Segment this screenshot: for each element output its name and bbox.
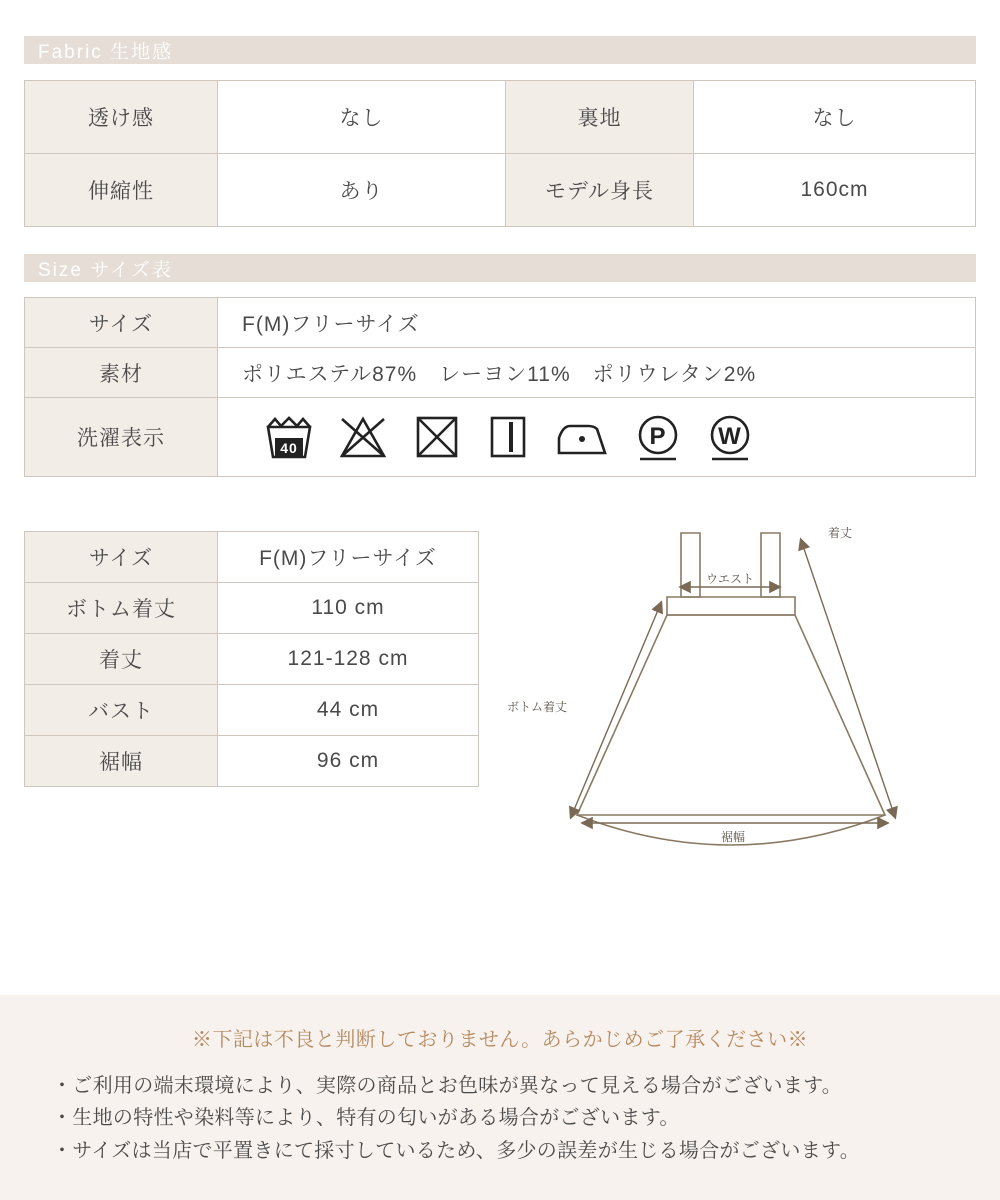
diagram-hem-width-label: 裾幅 bbox=[720, 830, 746, 844]
iron-low-icon bbox=[554, 413, 610, 461]
measure-total-length-value: 121-128 cm bbox=[218, 634, 479, 685]
list-item: ・サイズは当店で平置きにて採寸しているため、多少の誤差が生じる場合がございます。 bbox=[52, 1139, 860, 1162]
measure-bottom-length-value: 110 cm bbox=[218, 583, 479, 634]
table-row bbox=[25, 583, 479, 634]
table-row bbox=[25, 736, 479, 787]
care-value bbox=[218, 398, 976, 477]
diagram-waist-label: ウエスト bbox=[705, 572, 755, 586]
measure-hem-width-label: 裾幅 bbox=[25, 736, 218, 787]
fabric-model-height-value: 160cm bbox=[694, 154, 976, 227]
diagram-bottom-length-label: ボトム着丈 bbox=[506, 700, 567, 714]
petroleum-dry-clean-icon bbox=[634, 413, 682, 461]
no-tumble-dry-icon bbox=[412, 413, 462, 461]
wash-40-icon bbox=[264, 413, 314, 461]
measure-bottom-length-label: ボトム着丈 bbox=[25, 583, 218, 634]
measure-size-label: サイズ bbox=[25, 532, 218, 583]
size-table bbox=[24, 297, 976, 477]
svg-text:40: 40 bbox=[280, 440, 298, 456]
fabric-lining-label: 裏地 bbox=[506, 81, 694, 154]
notice-title: ※下記は不良と判断しておりません。あらかじめご了承ください※ bbox=[191, 1029, 809, 1051]
garment-diagram bbox=[495, 515, 955, 895]
list-item: ・生地の特性や染料等により、特有の匂いがある場合がございます。 bbox=[52, 1107, 680, 1130]
fabric-model-height-label: モデル身長 bbox=[506, 154, 694, 227]
fabric-section-header: Fabric 生地感 bbox=[24, 36, 976, 64]
size-section-header: Size サイズ表 bbox=[24, 254, 976, 282]
measurement-table bbox=[24, 531, 479, 787]
diagram-total-length-label: 着丈 bbox=[827, 526, 853, 540]
measure-bust-label: バスト bbox=[25, 685, 218, 736]
line-dry-icon bbox=[486, 413, 530, 461]
material-value: ポリエステル87% レーヨン11% ポリウレタン2% bbox=[218, 348, 976, 398]
svg-text:P: P bbox=[649, 423, 667, 450]
svg-text:W: W bbox=[718, 423, 742, 450]
table-row bbox=[25, 634, 479, 685]
notice-block bbox=[0, 995, 1000, 1200]
notice-list bbox=[0, 1070, 1000, 1167]
table-row bbox=[25, 398, 976, 477]
care-icon-row bbox=[242, 413, 974, 461]
table-row bbox=[25, 532, 479, 583]
measure-total-length-label: 着丈 bbox=[25, 634, 218, 685]
table-row bbox=[25, 298, 976, 348]
measure-size-value: F(M)フリーサイズ bbox=[218, 532, 479, 583]
size-value: F(M)フリーサイズ bbox=[218, 298, 976, 348]
care-label: 洗濯表示 bbox=[25, 398, 218, 477]
material-label: 素材 bbox=[25, 348, 218, 398]
size-label: サイズ bbox=[25, 298, 218, 348]
fabric-stretch-value: あり bbox=[218, 154, 506, 227]
list-item: ・ご利用の端末環境により、実際の商品とお色味が異なって見える場合がございます。 bbox=[52, 1075, 843, 1097]
table-row bbox=[25, 348, 976, 398]
fabric-lining-value: なし bbox=[694, 81, 976, 154]
fabric-sheer-value: なし bbox=[218, 81, 506, 154]
no-bleach-icon bbox=[338, 413, 388, 461]
wet-clean-icon bbox=[706, 413, 754, 461]
table-row bbox=[25, 685, 479, 736]
measure-hem-width-value: 96 cm bbox=[218, 736, 479, 787]
table-row bbox=[25, 81, 976, 154]
measure-bust-value: 44 cm bbox=[218, 685, 479, 736]
table-row bbox=[25, 154, 976, 227]
fabric-stretch-label: 伸縮性 bbox=[25, 154, 218, 227]
fabric-table bbox=[24, 80, 976, 227]
fabric-sheer-label: 透け感 bbox=[25, 81, 218, 154]
